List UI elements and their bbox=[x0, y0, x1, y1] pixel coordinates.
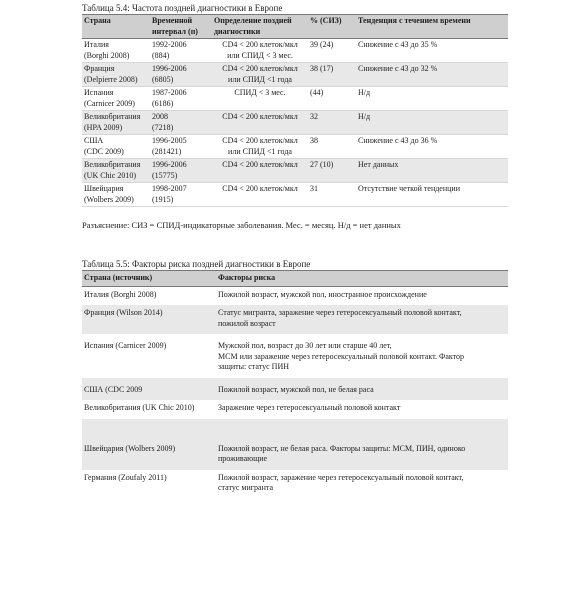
country-cell bbox=[82, 159, 150, 183]
table-row bbox=[82, 87, 508, 111]
table-row bbox=[82, 286, 508, 305]
trend-cell bbox=[356, 159, 508, 183]
period-cell bbox=[150, 63, 212, 87]
definition-cell bbox=[212, 135, 308, 159]
risk-factors-cell bbox=[216, 419, 508, 470]
cell-line: (44) bbox=[310, 88, 324, 97]
cell-line: 39 (24) bbox=[310, 40, 334, 49]
period-cell bbox=[150, 159, 212, 183]
cell-line: Великобритания bbox=[84, 160, 141, 169]
risk-factors-cell bbox=[216, 305, 508, 334]
cell-line: CD4 < 200 клеток/мкл bbox=[222, 184, 298, 193]
cell-line: 1996-2005 bbox=[152, 136, 187, 145]
definition-cell bbox=[212, 63, 308, 87]
cell-line: (Borghi 2008) bbox=[84, 50, 130, 60]
source-cell: Германия (Zoufaly 2011) bbox=[84, 472, 167, 482]
risk-factors-cell bbox=[216, 286, 508, 305]
percent-cell bbox=[308, 87, 356, 111]
risk-factors-table bbox=[82, 270, 508, 499]
country-cell bbox=[82, 39, 150, 63]
percent-cell bbox=[308, 39, 356, 63]
definition-cell bbox=[212, 183, 308, 207]
period-cell bbox=[150, 87, 212, 111]
cell-line: 27 (10) bbox=[310, 160, 334, 169]
table-row bbox=[82, 183, 508, 207]
header-cell: Факторы риска bbox=[216, 271, 508, 287]
cell-line: (884) bbox=[152, 50, 170, 60]
source-cell: Великобритания (UK Chic 2010) bbox=[84, 403, 195, 412]
cell-line: 2008 bbox=[152, 112, 168, 121]
definition-cell bbox=[212, 159, 308, 183]
cell-line: Испания bbox=[84, 88, 114, 97]
percent-cell bbox=[308, 183, 356, 207]
table-caption: Таблица 5.5: Факторы риска поздней диагностики в Европе bbox=[82, 259, 311, 269]
risk-factors-cell bbox=[216, 334, 508, 378]
cell-line: МСМ или заражение через гетеросексуальный половой контакт. Фактор bbox=[218, 351, 465, 361]
trend-cell bbox=[356, 39, 508, 63]
cell-line: или СПИД <1 года bbox=[228, 74, 292, 84]
source-cell: Франция (Wilson 2014) bbox=[82, 305, 216, 334]
cell-line: CD4 < 200 клеток/мкл bbox=[222, 136, 298, 145]
cell-line: Снижение с 43 до 35 % bbox=[358, 40, 438, 49]
cell-line: 38 (17) bbox=[310, 64, 334, 73]
cell-line: (Carnicer 2009) bbox=[84, 98, 135, 108]
table-row bbox=[82, 334, 508, 378]
cell-line: (Delpierre 2008) bbox=[84, 74, 138, 84]
cell-line: Нет данных bbox=[358, 160, 399, 169]
country-cell bbox=[82, 183, 150, 207]
definition-cell bbox=[212, 111, 308, 135]
cell-line: (HPA 2009) bbox=[84, 122, 123, 132]
cell-line: 1996-2006 bbox=[152, 64, 187, 73]
trend-cell bbox=[356, 183, 508, 207]
cell-line: пожилой возраст bbox=[218, 318, 276, 328]
cell-line: CD4 < 200 клеток/мкл bbox=[222, 40, 298, 49]
cell-line: 1992-2006 bbox=[152, 40, 187, 49]
document-page bbox=[82, 0, 508, 499]
table-row bbox=[82, 470, 508, 499]
risk-factors-cell bbox=[216, 400, 508, 419]
cell-line: США bbox=[84, 136, 104, 145]
period-cell bbox=[150, 135, 212, 159]
cell-line: 32 bbox=[310, 112, 318, 121]
cell-line: Пожилой возраст, мужской пол, не белая раса bbox=[218, 384, 374, 394]
header-cell: Тенденция с течением времени bbox=[356, 15, 508, 39]
table-row bbox=[82, 39, 508, 63]
definition-cell bbox=[212, 39, 308, 63]
table-row bbox=[82, 305, 508, 334]
table-caption: Таблица 5.4: Частота поздней диагностики в Европе bbox=[82, 3, 283, 13]
risk-factors-cell bbox=[216, 470, 508, 499]
cell-line: или СПИД <1 года bbox=[228, 146, 292, 156]
header-cell: Определение поздней диагностики bbox=[212, 15, 308, 39]
cell-line: (Wolbers 2009) bbox=[84, 194, 134, 204]
cell-line: или СПИД < 3 мес. bbox=[227, 50, 293, 60]
cell-line: 1998-2007 bbox=[152, 184, 187, 193]
cell-line: (UK Chic 2010) bbox=[84, 170, 136, 180]
percent-cell bbox=[308, 111, 356, 135]
trend-cell bbox=[356, 111, 508, 135]
header-cell: Страна (источник) bbox=[82, 271, 216, 287]
country-cell bbox=[82, 135, 150, 159]
cell-line: 1987-2006 bbox=[152, 88, 187, 97]
cell-line: Франция bbox=[84, 64, 115, 73]
percent-cell bbox=[308, 63, 356, 87]
percent-cell bbox=[308, 159, 356, 183]
source-cell: Италия (Borghi 2008) bbox=[84, 289, 157, 299]
header-cell: Временной интервал (п) bbox=[150, 15, 212, 39]
trend-cell bbox=[356, 63, 508, 87]
cell-line: Пожилой возраст, мужской пол, иностранное происхождение bbox=[218, 289, 427, 299]
cell-line: (6186) bbox=[152, 98, 174, 108]
source-cell: Испания (Carnicer 2009) bbox=[84, 341, 167, 350]
cell-line: Снижение с 43 до 32 % bbox=[358, 64, 438, 73]
cell-line: 31 bbox=[310, 184, 318, 193]
table-header-row bbox=[82, 15, 508, 39]
cell-line: (6805) bbox=[152, 74, 174, 84]
table-row bbox=[82, 159, 508, 183]
table-header-row bbox=[82, 271, 508, 287]
cell-line: защиты: статус ПИН bbox=[218, 362, 290, 371]
cell-line: Швейцария bbox=[84, 184, 124, 193]
country-cell bbox=[82, 111, 150, 135]
trend-cell bbox=[356, 135, 508, 159]
table-row bbox=[82, 63, 508, 87]
definition-cell bbox=[212, 87, 308, 111]
table-row bbox=[82, 111, 508, 135]
cell-line: Отсутствие четкой тенденции bbox=[358, 184, 460, 193]
cell-line: 1996-2006 bbox=[152, 160, 187, 169]
cell-line: CD4 < 200 клеток/мкл bbox=[222, 160, 298, 169]
cell-line: 38 bbox=[310, 136, 318, 145]
cell-line: Заражение через гетеросексуальный половой контакт bbox=[218, 403, 401, 412]
percent-cell bbox=[308, 135, 356, 159]
header-cell: % (СИЗ) bbox=[308, 15, 356, 39]
cell-line: Италия bbox=[84, 40, 109, 49]
table-row bbox=[82, 135, 508, 159]
risk-factors-cell bbox=[216, 378, 508, 401]
cell-line: CD4 < 200 клеток/мкл bbox=[222, 64, 298, 73]
cell-line: (7218) bbox=[152, 122, 174, 132]
source-cell: США (CDC 2009 bbox=[82, 378, 216, 401]
table-footnote: Разъяснение: СИЗ = СПИД-индикаторные заболевания. Мес. = месяц. Н/д = нет данных bbox=[82, 220, 401, 230]
cell-line: Пожилой возраст, заражение через гетеросексуальный половой контакт, bbox=[218, 472, 464, 482]
country-cell bbox=[82, 87, 150, 111]
cell-line: CD4 < 200 клеток/мкл bbox=[222, 112, 298, 121]
period-cell bbox=[150, 183, 212, 207]
cell-line: проживающие bbox=[218, 454, 268, 463]
header-cell: Страна bbox=[82, 15, 150, 39]
cell-line: Мужской пол, возраст до 30 лет или старше 40 лет, bbox=[218, 341, 392, 350]
cell-line: (CDC 2009) bbox=[84, 146, 124, 156]
cell-line: Пожилой возраст, не белая раса. Факторы защиты: МСМ, ПИН, одиноко bbox=[218, 443, 466, 453]
period-cell bbox=[150, 111, 212, 135]
cell-line: (281421) bbox=[152, 146, 182, 156]
period-cell bbox=[150, 39, 212, 63]
table-row bbox=[82, 419, 508, 470]
cell-line: (15775) bbox=[152, 170, 178, 180]
country-cell bbox=[82, 63, 150, 87]
cell-line: Статус мигранта, заражение через гетеросексуальный половой контакт, bbox=[218, 308, 462, 317]
cell-line: Н/д bbox=[358, 88, 371, 97]
cell-line: статус мигранта bbox=[218, 483, 274, 492]
table-row bbox=[82, 400, 508, 419]
cell-line: Снижение с 43 до 36 % bbox=[358, 136, 438, 145]
cell-line: СПИД < 3 мес. bbox=[234, 88, 286, 97]
cell-line: Н/д bbox=[358, 112, 371, 121]
trend-cell bbox=[356, 87, 508, 111]
cell-line: Великобритания bbox=[84, 112, 141, 121]
late-diagnosis-frequency-table bbox=[82, 14, 508, 207]
table-row bbox=[82, 378, 508, 401]
source-cell: Швейцария (Wolbers 2009) bbox=[82, 419, 216, 470]
cell-line: (1915) bbox=[152, 194, 174, 204]
